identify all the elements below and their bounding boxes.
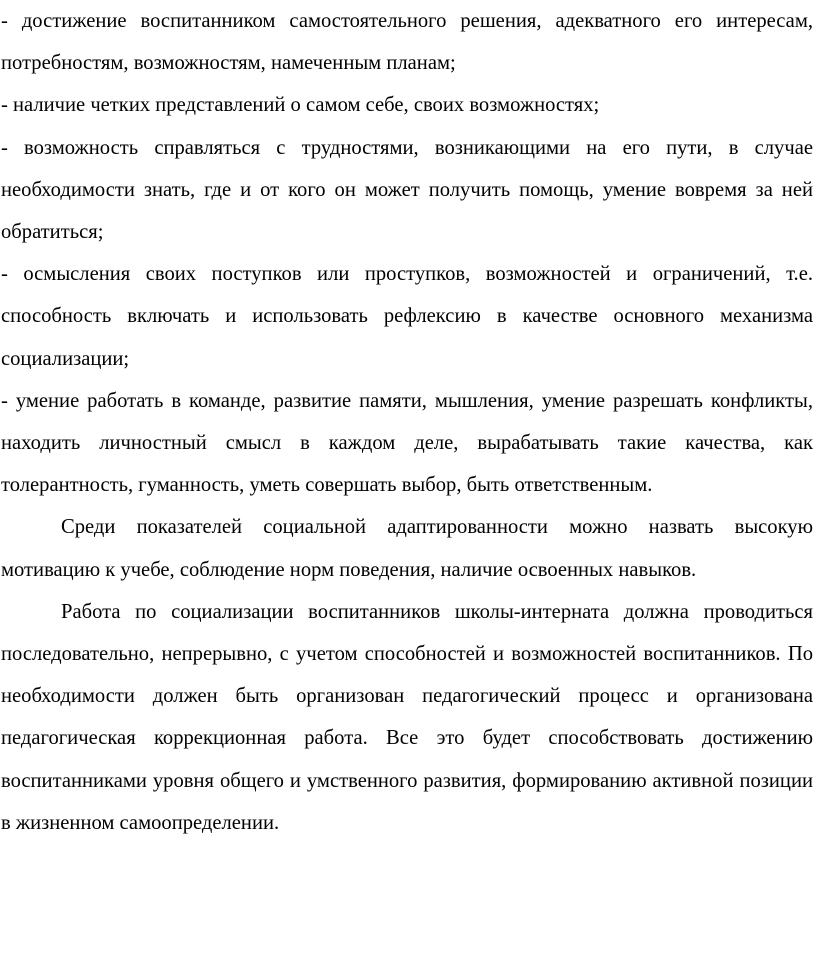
list-item: - достижение воспитанником самостоятельного решения, адекватного его интересам, потребностям, возможностям, намеченным планам; bbox=[1, 10, 813, 75]
list-item: - возможность справляться с трудностями, возникающими на его пути, в случае необходимости знать, где и от кого он может получить помощь, умение вовремя за ней обратиться; bbox=[1, 136, 813, 244]
list-item: - осмысления своих поступков или проступков, возможностей и ограничений, т.е. способность включать и использовать рефлексию в качестве основного механизма социализации; bbox=[1, 263, 813, 370]
list-item: - наличие четких представлений о самом себе, своих возможностях; bbox=[1, 94, 600, 117]
paragraph: Среди показателей социальной адаптированности можно назвать высокую мотивацию к учебе, соблюдение норм поведения, наличие освоенных навыков. bbox=[1, 516, 813, 581]
list-item: - умение работать в команде, развитие памяти, мышления, умение разрешать конфликты, находить личностный смысл в каждом деле, вырабатывать такие качества, как толерантность, гуманность, уметь совершать выбор, быть ответственным. bbox=[1, 389, 813, 497]
paragraph: Работа по социализации воспитанников школы-интерната должна проводиться последовательно, непрерывно, с учетом способностей и возможностей воспитанников. По необходимости должен быть организован педагогический процесс и организована педагогическая коррекционная работа. Все это будет способствовать достижению воспитанниками уровня общего и умственного развития, формированию активной позиции в жизненном самоопределении. bbox=[1, 600, 813, 834]
